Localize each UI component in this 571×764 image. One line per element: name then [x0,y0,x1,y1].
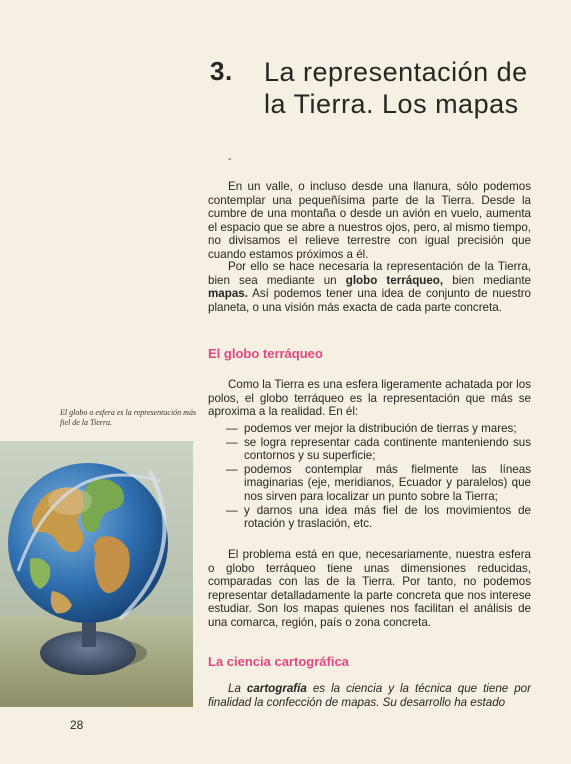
cartografia-paragraph [208,682,531,709]
chapter-title-line1: La representación de [264,57,528,87]
list-dash: — [226,422,238,435]
list-item [226,422,531,436]
chapter-number: 3. [210,56,233,86]
carto-p1-a: La [228,682,247,695]
carto-p1-c: es la ciencia y la técnica que tiene por finalidad la confección de mapas. Su desarrollo ha estado [208,682,531,709]
chapter-title [264,56,554,120]
globo-list [226,422,531,531]
list-item [226,436,531,463]
list-dash: — [226,503,238,517]
term-mapas: mapas. [208,287,248,301]
term-globo: globo terráqueo, [345,273,444,287]
page-number: 28 [70,718,84,732]
intro-p1-text: En un valle, o incluso desde una llanura, sólo podemos contemplar una pequeñísima parte de la Tierra. Desde la cumbre de una montaña o desde un avión en vuelo, aumenta el espacio que se abre a nuestros ojos, pero, al mismo tiempo, no divisamos el relieve terrestre con igual precisión que cuando estamos próximos a él. [208,180,531,261]
globe-illustration [0,441,193,707]
list-item-text: podemos contemplar más fielmente las líneas imaginarias (eje, meridianos, Ecuador y paralelos) que nos sirven para localizar un punto sobre la Tierra; [244,462,531,503]
list-item [226,504,531,531]
list-item-text: se logra representar cada continente manteniendo sus contornos y su superficie; [244,435,531,463]
intro-paragraph-2 [208,260,531,314]
figure-caption: El globo o esfera es la representación más fiel de la Tierra. [60,408,197,427]
list-item-text: podemos ver mejor la distribución de tierras y mares; [244,422,517,435]
chapter-title-line2: la Tierra. Los mapas [264,89,519,119]
section-heading-globo: El globo terráqueo [208,346,323,361]
globe-photo [0,441,193,707]
dash-mark: - [228,154,232,165]
globo-paragraph-1 [208,378,531,419]
intro-p2-a: Por ello se hace necesaria la representación de la Tierra, bien sea mediante un [208,260,531,287]
intro-p2-c: bien mediante [443,273,532,287]
list-item-text: y darnos una idea más fiel de los movimientos de rotación y traslación, etc. [244,503,531,531]
globo-paragraph-2 [208,548,531,630]
list-item [226,463,531,504]
globo-p1-text: Como la Tierra es una esfera ligeramente achatada por los polos, el globo terráqueo es la representación que más se aproxima a la realidad. En él: [208,378,531,419]
section-heading-cartografia: La ciencia cartográfica [208,654,349,669]
list-dash: — [226,462,238,476]
intro-p2-d: Así podemos tener una idea de conjunto de nuestro planeta, o una visión más exacta de cada parte concreta. [208,287,531,314]
term-cartografia: cartografía [246,682,307,695]
intro-paragraph-1 [208,180,531,262]
list-dash: — [226,435,238,449]
globo-p2-text: El problema está en que, necesariamente, nuestra esfera o globo terráqueo tiene unas dimensiones reducidas, comparadas con las de la Tierra. Por tanto, no podemos representar detalladamente la parte concreta que nos interese estudiar. Son los mapas quienes nos facilitan el análisis de una comarca, región, país o zona concreta. [208,548,531,629]
